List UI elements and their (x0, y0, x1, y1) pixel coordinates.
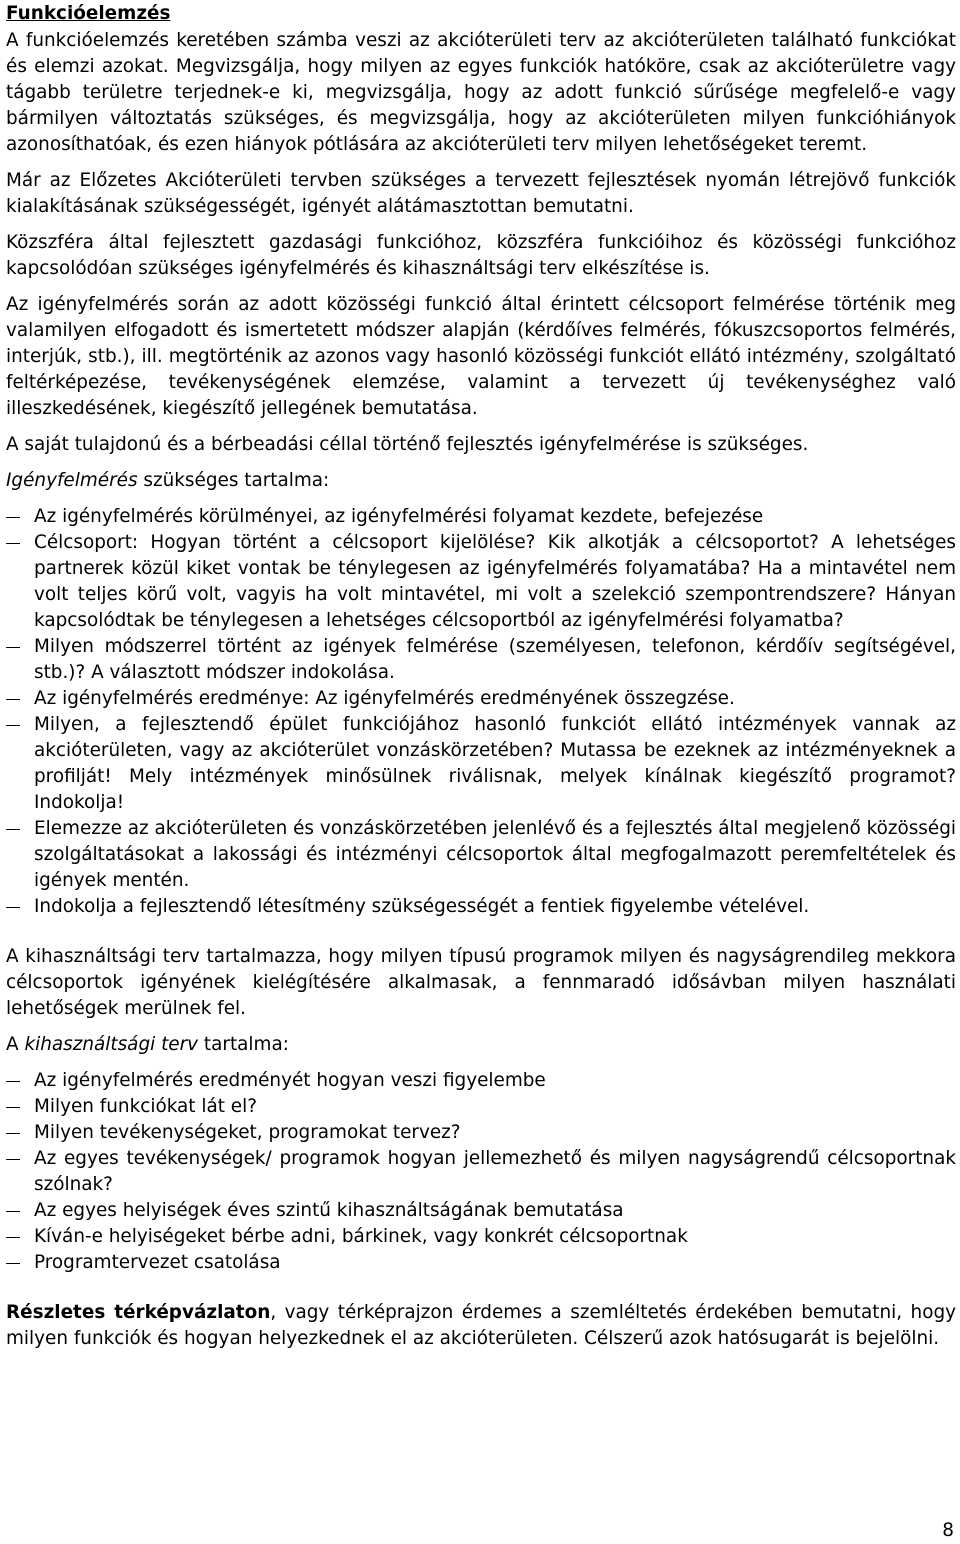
list-item: Milyen, a fejlesztendő épület funkciójához hasonló funkciót ellátó intézmények vannak az akcióterületen, vagy az akcióterület vonzáskörzetében? Mutassa be ezeknek az intézményeknek a profilját! Mely intézmények minősülnek riválisnak, melyek kínálnak kiegészítő programot? Indokolja! (6, 712, 956, 816)
page-number: 8 (942, 1520, 954, 1541)
italic-term: kihasználtsági terv (24, 1034, 199, 1055)
list-item: Az egyes tevékenységek/ programok hogyan jellemezhető és milyen nagyságrendű célcsoportnak szólnak? (6, 1146, 956, 1198)
paragraph-utilization-content-intro (6, 1032, 956, 1058)
document-page (6, 0, 956, 1362)
list-item: Milyen tevékenységeket, programokat tervez? (6, 1120, 956, 1146)
list-item: Indokolja a fejlesztendő létesítmény szükségességét a fentiek figyelembe vételével. (6, 894, 956, 920)
list-item: Az igényfelmérés körülményei, az igényfelmérési folyamat kezdete, befejezése (6, 504, 956, 530)
intro-text: tartalma: (198, 1034, 289, 1055)
spacer (6, 1286, 956, 1300)
list-item: Programtervezet csatolása (6, 1250, 956, 1276)
list-item: Milyen módszerrel történt az igények felmérése (személyesen, telefonon, kérdőív segítségével, stb.)? A választott módszer indokolása. (6, 634, 956, 686)
paragraph-own-property: A saját tulajdonú és a bérbeadási céllal történő fejlesztés igényfelmérése is szükséges. (6, 434, 809, 455)
paragraph-map-sketch (6, 1300, 956, 1352)
paragraph-text: , vagy térképrajzon érdemes a szemléltetés érdekében bemutatni, hogy milyen funkciók és hogyan helyezkednek el az akcióterületen. Célszerű azok hatósugarát is bejelölni. (6, 1302, 956, 1349)
italic-term: Igényfelmérés (6, 470, 138, 491)
paragraph-needs-content-intro (6, 468, 956, 494)
needs-assessment-list (6, 504, 956, 920)
utilization-plan-list (6, 1068, 956, 1276)
list-item: Az egyes helyiségek éves szintű kihasználtságának bemutatása (6, 1198, 956, 1224)
paragraph-needs-assessment: Az igényfelmérés során az adott közösségi funkció által érintett célcsoport felmérése történik meg valamilyen elfogadott és ismertetett módszer alapján (kérdőíves felmérés, fókuszcsoportos felmérés, interjúk, stb.), ill. megtörténik az azonos vagy hasonló közösségi funkciót ellátó intézmény, szolgáltató feltérképezése, tevékenységének elemzése, valamint a tervezett új tevékenységhez való illeszkedésének, kiegészítő jellegének bemutatása. (6, 294, 956, 419)
list-item: Az igényfelmérés eredményét hogyan veszi figyelembe (6, 1068, 956, 1094)
list-item: Milyen funkciókat lát el? (6, 1094, 956, 1120)
intro-prefix: A (6, 1034, 25, 1055)
section-heading: Funkcióelemzés (6, 3, 171, 24)
list-item: Elemezze az akcióterületen és vonzáskörzetében jelenlévő és a fejlesztés által megjelenő közösségi szolgáltatásokat a lakossági és intézményi célcsoportok által megfogalmazott peremfeltételek és igények mentén. (6, 816, 956, 894)
paragraph-public-sector: Közszféra által fejlesztett gazdasági funkcióhoz, közszféra funkcióihoz és közösségi funkcióhoz kapcsolódóan szükséges igényfelmérés és kihasználtsági terv elkészítése is. (6, 232, 956, 279)
spacer (6, 930, 956, 944)
paragraph-utilization-plan: A kihasználtsági terv tartalmazza, hogy milyen típusú programok milyen és nagyságrendileg mekkora célcsoportok igényének kielégítésére alkalmasak, a fennmaradó idősávban milyen használati lehetőségek merülnek fel. (6, 946, 956, 1019)
list-item: Az igényfelmérés eredménye: Az igényfelmérés eredményének összegzése. (6, 686, 956, 712)
paragraph-function-analysis: A funkcióelemzés keretében számba veszi az akcióterületi terv az akcióterületen található funkciókat és elemzi azokat. Megvizsgálja, hogy milyen az egyes funkciók hatóköre, csak az akcióterületre vagy tágabb területre terjednek-e ki, megvizsgálja, hogy az adott funkció sűrűsége megfelelő-e vagy bármilyen változtatás szükséges, és megvizsgálja, hogy az akcióterületen milyen funkcióhiányok azonosíthatóak, és ezen hiányok pótlására az akcióterületi terv milyen lehetőségeket teremt. (6, 30, 956, 155)
intro-text: szükséges tartalma: (137, 470, 330, 491)
paragraph-preliminary-plan: Már az Előzetes Akcióterületi tervben szükséges a tervezett fejlesztések nyomán létrejövő funkciók kialakításának szükségességét, igényét alátámasztottan bemutatni. (6, 170, 956, 217)
bold-term: Részletes térképvázlaton (6, 1302, 271, 1323)
list-item: Célcsoport: Hogyan történt a célcsoport kijelölése? Kik alkotják a célcsoportot? A lehetséges partnerek közül kiket vontak be ténylegesen az igényfelmérés folyamatába? Ha a mintavétel nem volt teljes körű volt, vagyis ha volt mintavétel, mi volt a szelekció szempontrendszere? Hányan kapcsolódtak be ténylegesen a lehetséges célcsoportból az igényfelmérési folyamatba? (6, 530, 956, 634)
list-item: Kíván-e helyiségeket bérbe adni, bárkinek, vagy konkrét célcsoportnak (6, 1224, 956, 1250)
